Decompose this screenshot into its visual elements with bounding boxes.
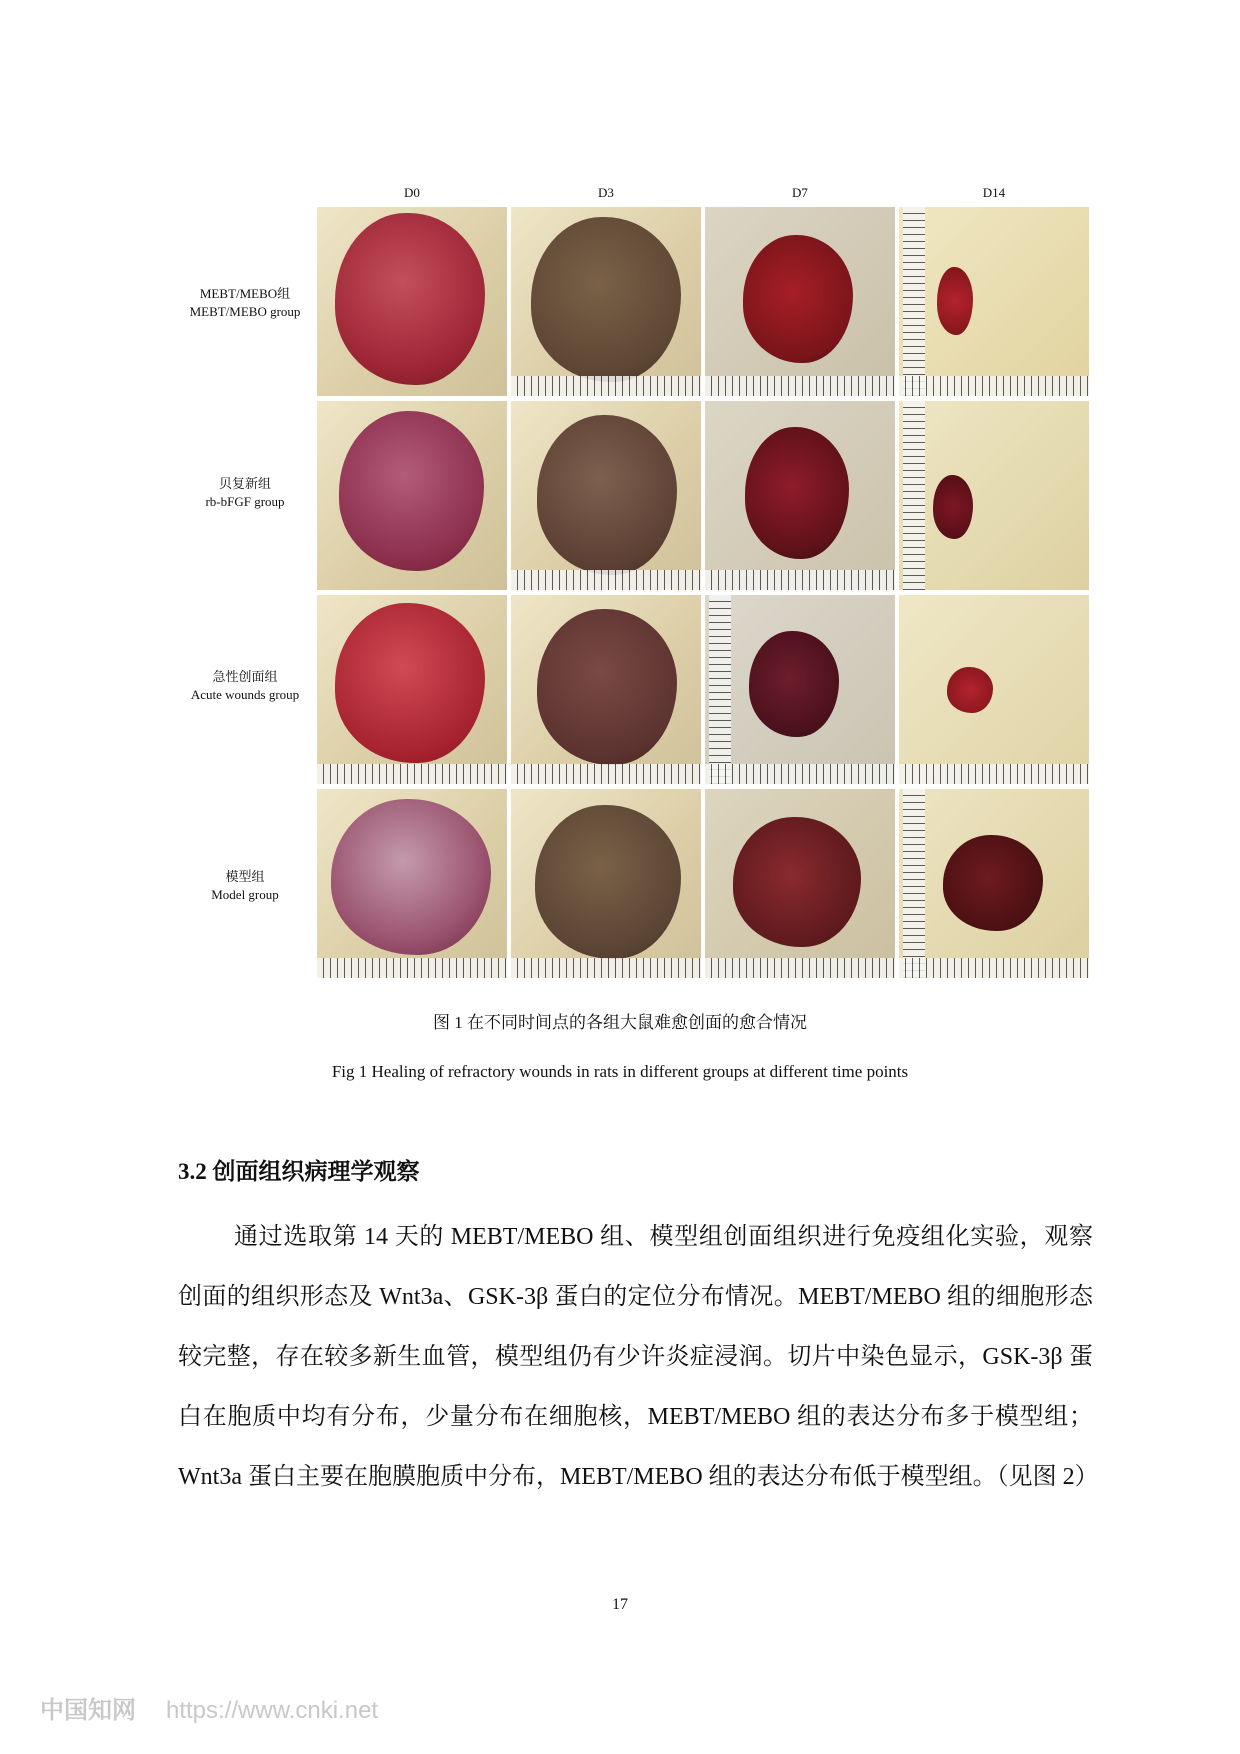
row-label-en: Model group bbox=[211, 887, 279, 902]
row-label-en: MEBT/MEBO group bbox=[189, 304, 301, 319]
wound-photo-rbbfgf-d7 bbox=[705, 401, 895, 590]
wound-photo-mebt-d7 bbox=[705, 207, 895, 396]
footer-watermark bbox=[40, 1690, 378, 1725]
row-label-cn: 急性创面组 bbox=[212, 669, 278, 684]
row-label-cn: 贝复新组 bbox=[218, 476, 271, 491]
wound-photo-mebt-d3 bbox=[511, 207, 701, 396]
page-number: 17 bbox=[612, 1596, 628, 1613]
photo-row-rbbfgf bbox=[317, 401, 1090, 590]
wound-photo-acute-d0 bbox=[317, 595, 507, 784]
column-header-d0: D0 bbox=[404, 185, 420, 200]
wound-photo-mebt-d14 bbox=[899, 207, 1089, 396]
row-label-acute bbox=[170, 668, 320, 704]
section-body bbox=[178, 1207, 1099, 1507]
figure-caption-en: Fig 1 Healing of refractory wounds in rats in different groups at different time points bbox=[331, 1062, 909, 1081]
row-label-mebt bbox=[170, 285, 320, 321]
row-label-en: rb-bFGF group bbox=[205, 494, 285, 509]
body-paragraph: 通过选取第 14 天的 MEBT/MEBO 组、模型组创面组织进行免疫组化实验，观察创面的组织形态及 Wnt3a、GSK-3β 蛋白的定位分布情况。MEBT/MEBO 组的细胞形态较完整，存在较多新生血管，模型组仍有少许炎症浸润。切片中染色显示，GSK-3β 蛋白在胞质中均有分布，少量分布在细胞核，MEBT/MEBO 组的表达分布多于模型组；Wnt3a 蛋白主要在胞膜胞质中分布，MEBT/MEBO 组的表达分布低于模型组。（见图 2） bbox=[178, 1224, 1099, 1490]
wound-photo-acute-d14 bbox=[899, 595, 1089, 784]
photo-row-mebt bbox=[317, 207, 1090, 396]
column-header-d14: D14 bbox=[982, 185, 1006, 200]
photo-row-model bbox=[317, 789, 1090, 978]
row-label-cn: 模型组 bbox=[225, 869, 265, 884]
row-label-cn: MEBT/MEBO组 bbox=[199, 286, 291, 301]
wound-photo-rbbfgf-d0 bbox=[317, 401, 507, 590]
wound-photo-model-d0 bbox=[317, 789, 507, 978]
wound-photo-rbbfgf-d14 bbox=[899, 401, 1089, 590]
wound-photo-model-d7 bbox=[705, 789, 895, 978]
wound-photo-mebt-d0 bbox=[317, 207, 507, 396]
wound-photo-acute-d3 bbox=[511, 595, 701, 784]
row-label-rbbfgf bbox=[170, 475, 320, 511]
section-heading: 3.2 创面组织病理学观察 bbox=[178, 1159, 420, 1184]
wound-photo-rbbfgf-d3 bbox=[511, 401, 701, 590]
figure-caption-cn: 图 1 在不同时间点的各组大鼠难愈创面的愈合情况 bbox=[433, 1013, 807, 1032]
photo-row-acute bbox=[317, 595, 1090, 784]
column-header-d7: D7 bbox=[792, 185, 808, 200]
column-header-d3: D3 bbox=[598, 185, 614, 200]
row-label-en: Acute wounds group bbox=[190, 687, 300, 702]
footer-url[interactable]: https://www.cnki.net bbox=[166, 1697, 379, 1724]
wound-photo-model-d3 bbox=[511, 789, 701, 978]
wound-photo-model-d14 bbox=[899, 789, 1089, 978]
column-headers bbox=[317, 185, 1090, 205]
footer-brand: 中国知网 bbox=[40, 1697, 136, 1724]
row-label-model bbox=[170, 868, 320, 904]
wound-photo-acute-d7 bbox=[705, 595, 895, 784]
